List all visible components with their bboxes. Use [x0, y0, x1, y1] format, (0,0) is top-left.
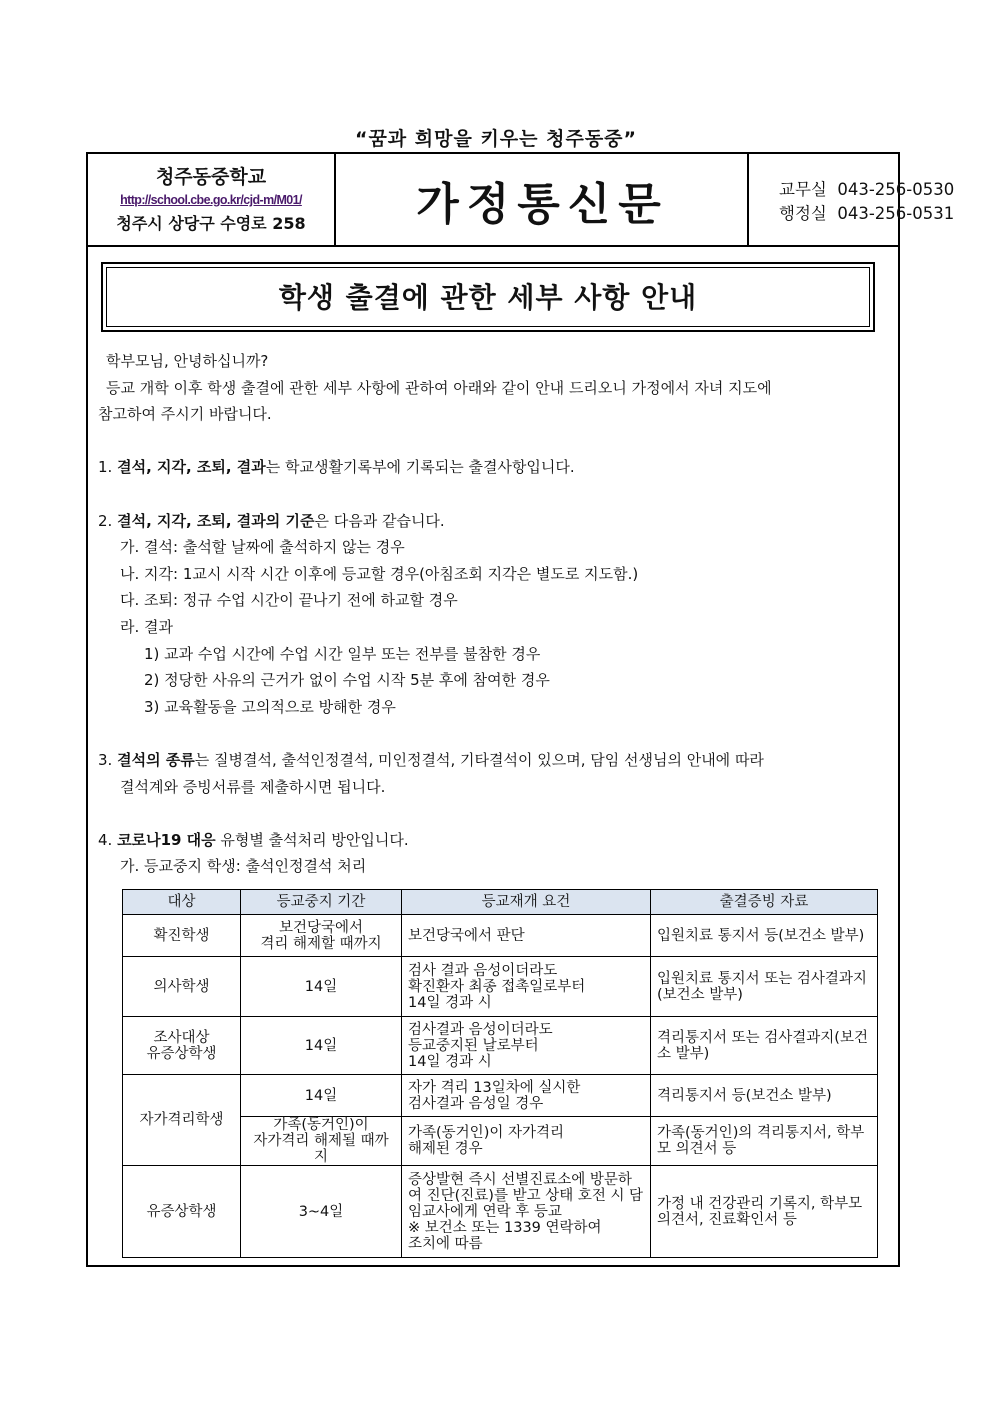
cell-resume: 자가 격리 13일차에 실시한 검사결과 음성일 경우 — [402, 1075, 651, 1117]
contact-info — [749, 154, 955, 245]
cell-target: 자가격리학생 — [123, 1075, 241, 1166]
cell-resume: 보건당국에서 판단 — [402, 915, 651, 957]
table-row — [123, 1017, 878, 1075]
section-number: 2. — [98, 511, 113, 530]
cell-resume: 검사 결과 음성이더라도 확진환자 최종 접촉일로부터 14일 경과 시 — [402, 957, 651, 1017]
cell-evidence: 가족(동거인)의 격리통지서, 학부모 의견서 등 — [651, 1117, 878, 1166]
section-keyword: 결석의 종류 — [117, 750, 195, 769]
list-item: 가. 등교중지 학생: 출석인정결석 처리 — [120, 857, 367, 876]
cell-period: 14일 — [241, 1075, 402, 1117]
school-motto: “꿈과 희망을 키우는 청주동중” — [354, 128, 638, 150]
subject-box — [101, 262, 875, 332]
table-row — [123, 1075, 878, 1117]
school-url-link[interactable]: http://school.cbe.go.kr/cjd-m/M01/ — [120, 193, 302, 207]
list-item: 다. 조퇴: 정규 수업 시간이 끝나기 전에 하교할 경우 — [120, 591, 458, 610]
section-1 — [98, 454, 890, 481]
intro-line: 참고하여 주시기 바랍니다. — [98, 405, 272, 424]
section-text: 는 질병결석, 출석인정결석, 미인정결석, 기타결석이 있으며, 담임 선생님의 안내에 따라 — [194, 750, 764, 769]
contact-phone: 043-256-0530 — [837, 180, 955, 199]
section-text: 는 학교생활기록부에 기록되는 출결사항입니다. — [265, 458, 575, 477]
sub-list-item: 3) 교육활동을 고의적으로 방해한 경우 — [144, 697, 396, 716]
section-2 — [98, 508, 890, 535]
cell-period: 14일 — [241, 957, 402, 1017]
section-number: 1. — [98, 458, 113, 477]
column-header: 대상 — [123, 890, 241, 915]
section-3-continued: 결석계와 증빙서류를 제출하시면 됩니다. — [120, 777, 386, 796]
newsletter-frame — [86, 152, 955, 1267]
school-name: 청주동중학교 — [155, 166, 267, 188]
column-header: 출결증빙 자료 — [651, 890, 878, 915]
list-item: 나. 지각: 1교시 시작 시간 이후에 등교할 경우(아침조회 지각은 별도로 지도함.) — [120, 564, 639, 583]
contact-label: 행정실 — [779, 204, 827, 223]
cell-evidence: 격리통지서 등(보건소 발부) — [651, 1075, 878, 1117]
cell-target: 확진학생 — [123, 915, 241, 957]
cell-period: 3~4일 — [241, 1166, 402, 1258]
sub-list-item: 1) 교과 수업 시간에 수업 시간 일부 또는 전부를 불참한 경우 — [144, 644, 541, 663]
cell-resume: 검사결과 음성이더라도 등교중지된 날로부터 14일 경과 시 — [402, 1017, 651, 1075]
cell-evidence: 입원치료 통지서 또는 검사결과지(보건소 발부) — [651, 957, 878, 1017]
section-keyword: 결석, 지각, 조퇴, 결과 — [117, 458, 266, 477]
section-number: 4. — [98, 830, 113, 849]
attendance-table — [122, 889, 878, 1258]
sub-list-item: 2) 정당한 사유의 근거가 없이 수업 시작 5분 후에 참여한 경우 — [144, 671, 550, 690]
contact-office — [779, 176, 954, 200]
school-info — [88, 154, 336, 245]
document-title: 가정통신문 — [416, 179, 669, 230]
section-text: 유형별 출석처리 방안입니다. — [215, 830, 409, 849]
school-address: 청주시 상당구 수영로 258 — [116, 214, 306, 233]
cell-period: 14일 — [241, 1017, 402, 1075]
intro-line: 등교 개학 이후 학생 출결에 관한 세부 사항에 관하여 아래와 같이 안내 드리오니 가정에서 자녀 지도에 — [106, 378, 772, 397]
section-number: 3. — [98, 750, 113, 769]
cell-resume: 가족(동거인)이 자가격리 해제된 경우 — [402, 1117, 651, 1166]
cell-resume: 증상발현 즉시 선별진료소에 방문하여 진단(진료)를 받고 상태 호전 시 담임교사에게 연락 후 등교 ※ 보건소 또는 1339 연락하여 조치에 따름 — [402, 1166, 651, 1258]
table-header-row — [123, 890, 878, 915]
title-cell — [336, 154, 749, 245]
list-item: 가. 결석: 출석할 날짜에 출석하지 않는 경우 — [120, 538, 405, 557]
column-header: 등교재개 요건 — [402, 890, 651, 915]
contact-phone: 043-256-0531 — [837, 204, 955, 223]
cell-evidence: 입원치료 통지서 등(보건소 발부) — [651, 915, 878, 957]
cell-target: 유증상학생 — [123, 1166, 241, 1258]
letterhead — [88, 154, 955, 247]
section-keyword: 결석, 지각, 조퇴, 결과의 기준 — [117, 511, 315, 530]
section-3 — [98, 747, 890, 774]
table-row — [123, 1166, 878, 1258]
table-row — [123, 915, 878, 957]
column-header: 등교중지 기간 — [241, 890, 402, 915]
section-text: 은 다음과 같습니다. — [314, 511, 445, 530]
contact-label: 교무실 — [779, 180, 827, 199]
subject-title: 학생 출결에 관한 세부 사항 안내 — [106, 267, 870, 327]
list-item: 라. 결과 — [120, 617, 174, 636]
cell-period: 가족(동거인)이 자가격리 해제될 때까지 — [241, 1117, 402, 1166]
cell-period: 보건당국에서 격리 해제할 때까지 — [241, 915, 402, 957]
cell-evidence: 격리통지서 또는 검사결과지(보건소 발부) — [651, 1017, 878, 1075]
table-row — [123, 957, 878, 1017]
section-keyword: 코로나19 대응 — [117, 830, 216, 849]
greeting: 학부모님, 안녕하십니까? — [106, 352, 269, 370]
cell-target: 조사대상 유증상학생 — [123, 1017, 241, 1075]
cell-evidence: 가정 내 건강관리 기록지, 학부모의견서, 진료확인서 등 — [651, 1166, 878, 1258]
contact-admin — [779, 200, 954, 224]
cell-target: 의사학생 — [123, 957, 241, 1017]
section-4 — [98, 827, 890, 854]
letter-body — [98, 348, 890, 880]
